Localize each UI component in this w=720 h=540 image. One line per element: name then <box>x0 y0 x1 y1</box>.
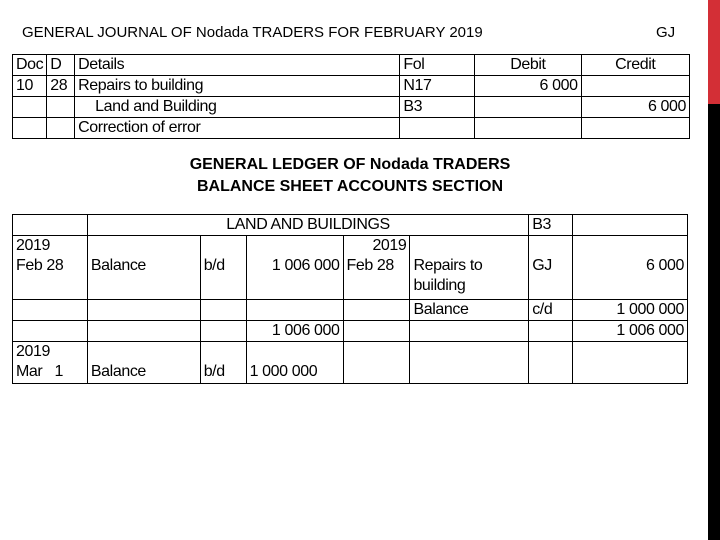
debit-fol-cell: b/d <box>200 342 246 384</box>
debit-cell <box>475 118 581 139</box>
credit-total: 1 006 000 <box>573 321 688 342</box>
header-credit: Credit <box>581 55 689 76</box>
debit-cell <box>475 97 581 118</box>
table-row <box>13 342 688 384</box>
day-cell <box>47 118 75 139</box>
doc-cell <box>13 97 47 118</box>
debit-amount-cell: 1 006 000 <box>246 236 343 300</box>
credit-amount-cell: 1 000 000 <box>573 300 688 321</box>
table-row <box>13 300 688 321</box>
details-cell: Correction of error <box>75 118 400 139</box>
date: Feb 28 <box>16 257 64 274</box>
table-row <box>13 97 690 118</box>
header-details: Details <box>75 55 400 76</box>
debit-details-cell: Balance <box>87 236 200 300</box>
doc-cell <box>13 118 47 139</box>
credit-date-cell <box>343 236 410 300</box>
general-journal-table <box>12 54 690 139</box>
date: Mar 1 <box>16 363 63 380</box>
account-header-row <box>13 215 688 236</box>
fol-cell: N17 <box>400 76 475 97</box>
day-cell: 28 <box>47 76 75 97</box>
header-day: D <box>47 55 75 76</box>
side-accent-black <box>708 104 720 540</box>
debit-cell: 6 000 <box>475 76 581 97</box>
debit-date-cell <box>13 236 88 300</box>
header-doc: Doc <box>13 55 47 76</box>
year: 2019 <box>16 237 50 254</box>
credit-cell: 6 000 <box>581 97 689 118</box>
fol-cell <box>400 118 475 139</box>
side-accent-red <box>708 0 720 104</box>
journal-code: GJ <box>656 24 676 41</box>
header-fol: Fol <box>400 55 475 76</box>
details-cell: Repairs to building <box>75 76 400 97</box>
credit-amount-cell: 6 000 <box>573 236 688 300</box>
header-debit: Debit <box>475 55 581 76</box>
account-name: LAND AND BUILDINGS <box>87 215 528 236</box>
credit-fol-cell: c/d <box>529 300 573 321</box>
year: 2019 <box>372 237 407 254</box>
details-cell: Land and Building <box>75 97 400 118</box>
debit-amount-cell: 1 000 000 <box>246 342 343 384</box>
account-code: B3 <box>529 215 573 236</box>
debit-date-cell <box>13 342 88 384</box>
date: Feb 28 <box>346 257 394 274</box>
credit-details-cell: Repairs to building <box>410 236 529 300</box>
ledger-subtitle: BALANCE SHEET ACCOUNTS SECTION <box>196 178 504 195</box>
debit-details-cell: Balance <box>87 342 200 384</box>
day-cell <box>47 97 75 118</box>
year: 2019 <box>16 343 50 360</box>
ledger-account-table <box>12 214 688 384</box>
table-header-row <box>13 55 690 76</box>
credit-details-cell: Balance <box>410 300 529 321</box>
credit-fol-cell: GJ <box>529 236 573 300</box>
journal-title: GENERAL JOURNAL OF Nodada TRADERS FOR FEBRUARY 2019 <box>22 24 483 41</box>
totals-row <box>13 321 688 342</box>
credit-cell <box>581 76 689 97</box>
credit-cell <box>581 118 689 139</box>
doc-cell: 10 <box>13 76 47 97</box>
debit-total: 1 006 000 <box>246 321 343 342</box>
table-row <box>13 76 690 97</box>
fol-cell: B3 <box>400 97 475 118</box>
table-row <box>13 236 688 300</box>
ledger-title: GENERAL LEDGER OF Nodada TRADERS <box>189 156 511 173</box>
debit-fol-cell: b/d <box>200 236 246 300</box>
table-row <box>13 118 690 139</box>
